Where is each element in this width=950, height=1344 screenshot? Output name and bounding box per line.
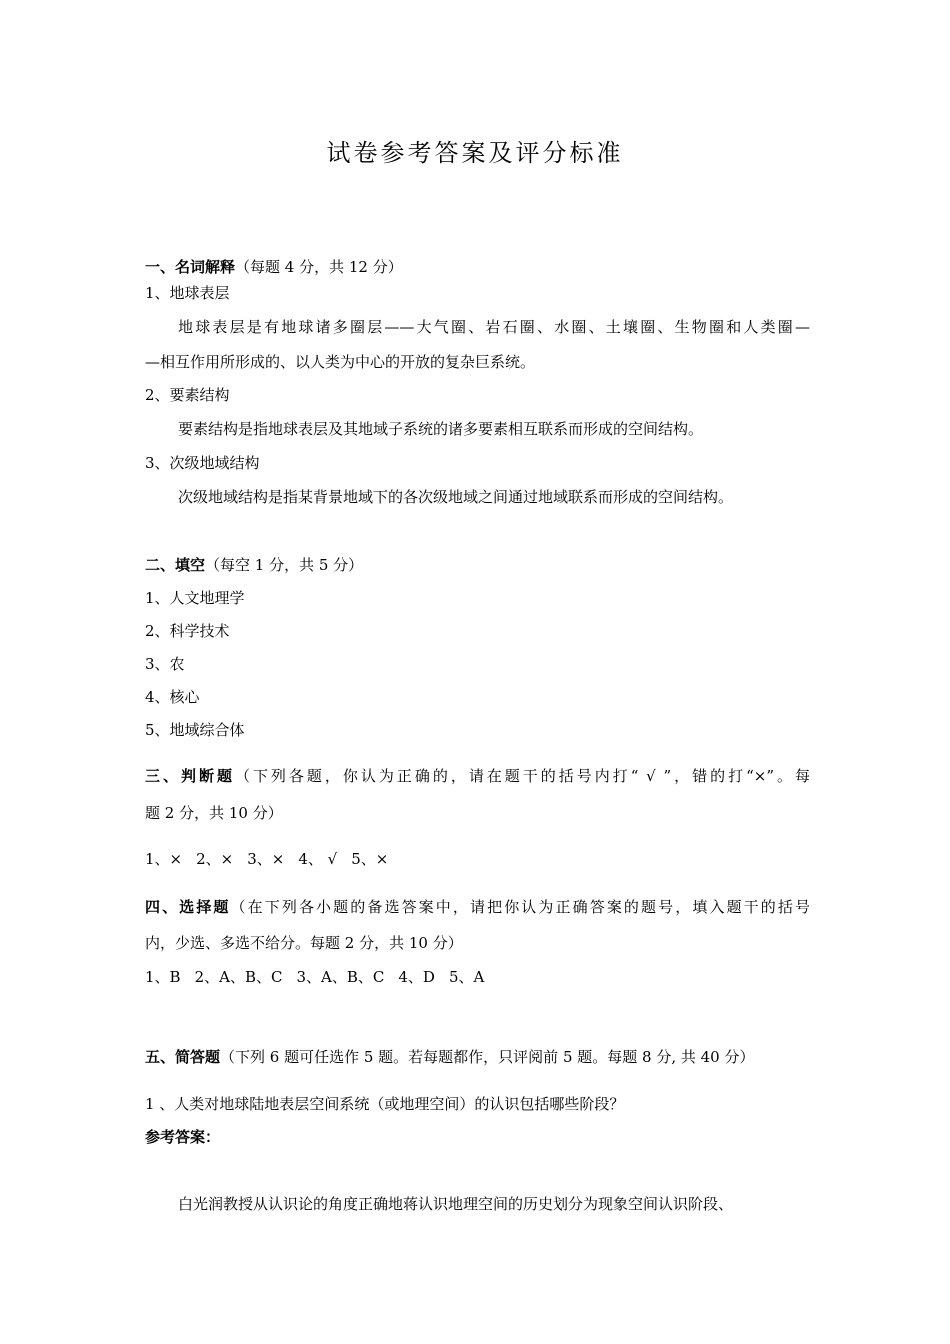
judgement-answers: [145, 848, 810, 870]
section4-note-line2: 内，少选、多选不给分。每题 2 分，共 10 分）: [145, 934, 463, 952]
section5-note: （下列 6 题可任选作 5 题。若每题都作，只评阅前 5 题。每题 8 分, 共 40 分）: [220, 1048, 755, 1066]
definition-1-line2: —相互作用所形成的、以人类为中心的开放的复杂巨系统。: [145, 353, 536, 371]
page-title: 试卷参考答案及评分标准: [326, 139, 624, 167]
short-answer-question-1: 1 、人类对地球陆地表层空间系统（或地理空间）的认识包括哪些阶段？: [145, 1095, 625, 1113]
section4-header: [145, 896, 810, 918]
fill-answer-4: 4、核心: [145, 688, 200, 706]
term-3: 3、次级地域结构: [145, 454, 260, 472]
choice-answer-3: 3、A、B、C: [296, 968, 385, 986]
fill-answer-3: 3、农: [145, 655, 185, 673]
section3-header: [145, 765, 810, 787]
choice-answer-1: 1、B: [145, 968, 181, 986]
fill-answer-5: 5、地域综合体: [145, 721, 245, 739]
choice-answer-5: 5、A: [448, 968, 485, 986]
judgement-answer-1: 1、×: [145, 850, 183, 868]
fill-answer-1: 1、人文地理学: [145, 589, 245, 607]
term-2: 2、要素结构: [145, 386, 230, 404]
section1-heading: 一、名词解释: [145, 258, 236, 276]
section5-heading: 五、简答题: [145, 1048, 221, 1066]
definition-1-line1: 地球表层是有地球诸多圈层——大气圈、岩石圈、水圈、土壤圈、生物圈和人类圈—: [178, 318, 810, 336]
definition-2: 要素结构是指地球表层及其地域子系统的诸多要素相互联系而形成的空间结构。: [178, 420, 704, 438]
judgement-answer-4: 4、 √: [298, 850, 338, 868]
choice-answer-4: 4、D: [398, 968, 435, 986]
reference-answer-line1: 白光润教授从认识论的角度正确地蒋认识地理空间的历史划分为现象空间认识阶段、: [178, 1195, 734, 1213]
choice-answers: [145, 966, 810, 988]
section3-heading: 三、判断题: [145, 767, 235, 785]
section2-note: （每空 1 分，共 5 分）: [205, 556, 364, 574]
judgement-answer-2: 2、×: [196, 850, 234, 868]
section2-header: [145, 554, 810, 576]
section3-note-line2: 题 2 分，共 10 分）: [145, 804, 283, 822]
reference-answer-label: 参考答案：: [145, 1128, 221, 1146]
section4-note-line1: （在下列各小题的备选答案中，请把你认为正确答案的题号，填入题干的括号: [230, 898, 810, 916]
fill-answer-2: 2、科学技术: [145, 622, 230, 640]
section4-heading: 四、选择题: [145, 898, 231, 916]
section5-header: [145, 1046, 810, 1068]
section3-note-line1: （下列各题，你认为正确的，请在题干的括号内打“ √ ”，错的打“×”。每: [234, 767, 810, 785]
section1-note: （每题 4 分，共 12 分）: [235, 258, 403, 276]
judgement-answer-3: 3、×: [247, 850, 285, 868]
section1-header: [145, 256, 810, 278]
section2-heading: 二、填空: [145, 556, 206, 574]
judgement-answer-5: 5、×: [351, 850, 389, 868]
definition-3: 次级地域结构是指某背景地域下的各次级地域之间通过地域联系而形成的空间结构。: [178, 488, 734, 506]
term-1: 1、地球表层: [145, 284, 230, 302]
choice-answer-2: 2、A、B、C: [194, 968, 283, 986]
